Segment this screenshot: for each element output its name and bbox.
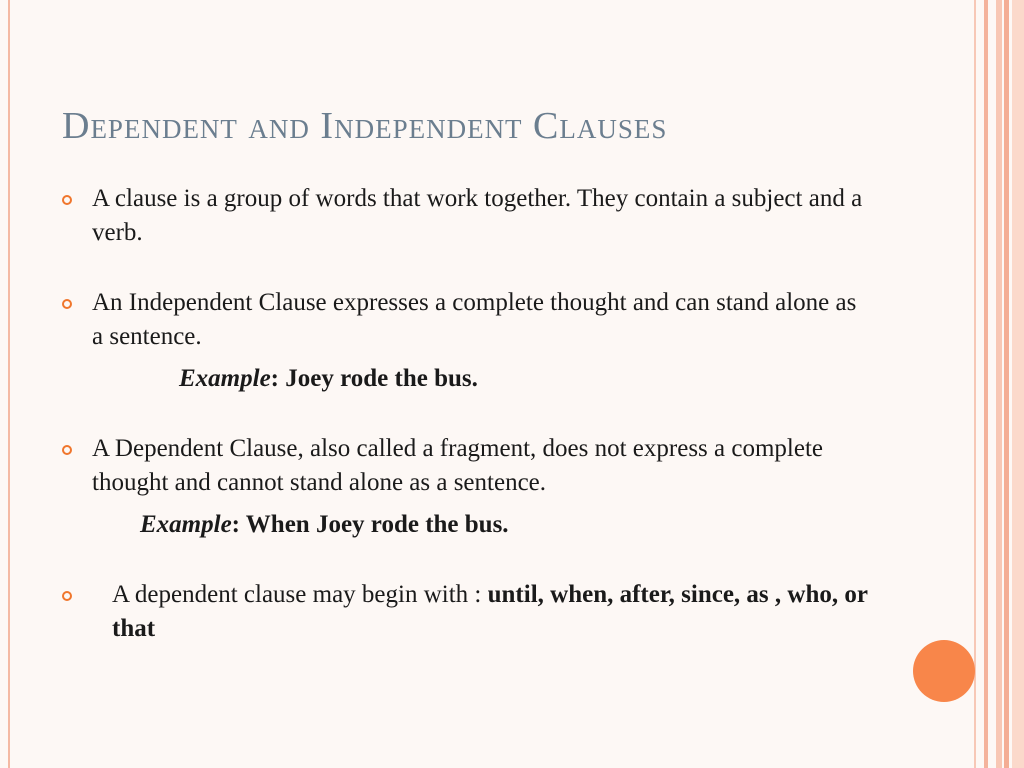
hollow-circle-bullet-icon <box>62 195 72 205</box>
bullet-bold-text: until, when, after, since, as , who, or that <box>112 581 868 642</box>
stripe <box>1012 0 1024 768</box>
bullet-item <box>62 578 872 646</box>
example-line <box>140 508 872 542</box>
bullet-text: A dependent clause may begin with : <box>112 581 488 608</box>
hollow-circle-bullet-icon <box>62 591 72 601</box>
example-label: Example <box>140 511 232 538</box>
bullet-item <box>62 432 872 500</box>
example-line <box>179 362 872 396</box>
slide-content <box>62 182 872 646</box>
hollow-circle-bullet-icon <box>62 299 72 309</box>
stripe <box>974 0 976 768</box>
slide-title: Dependent and Independent Clauses <box>62 105 668 147</box>
stripe <box>984 0 988 768</box>
bullet-text: A clause is a group of words that work together. They contain a subject and a verb. <box>92 185 863 246</box>
hollow-circle-bullet-icon <box>62 445 72 455</box>
example-text: : Joey rode the bus. <box>270 365 478 392</box>
bullet-text: A Dependent Clause, also called a fragment, does not express a complete thought and cannot stand alone as a sentence. <box>92 435 824 496</box>
example-text: : When Joey rode the bus. <box>231 511 509 538</box>
right-stripes-decoration <box>974 0 1024 768</box>
example-label: Example <box>179 365 271 392</box>
orange-circle-icon <box>913 640 975 702</box>
bullet-item <box>62 182 872 250</box>
stripe <box>1004 0 1009 768</box>
bullet-item <box>62 286 872 354</box>
bullet-text: An Independent Clause expresses a complete thought and can stand alone as a sentence. <box>92 289 857 350</box>
stripe <box>996 0 1002 768</box>
left-border-line <box>8 0 10 768</box>
